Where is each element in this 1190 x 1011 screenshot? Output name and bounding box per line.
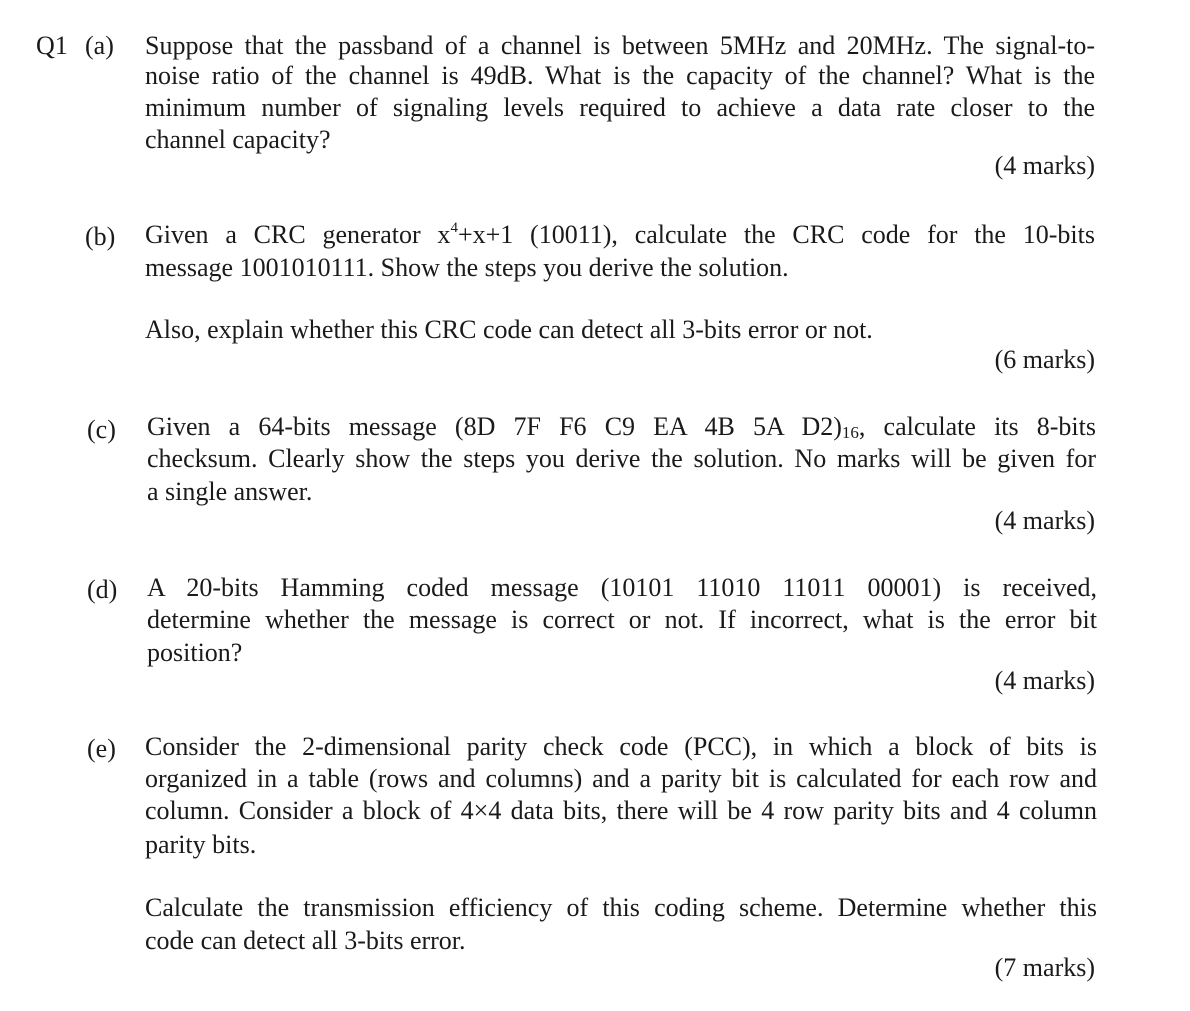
- subscript-base: 16: [841, 423, 859, 442]
- part-c-line-3: a single answer.: [147, 477, 313, 506]
- part-b-line-2: message 1001010111. Show the steps you derive the solution.: [145, 253, 789, 282]
- part-d-line-2: determine whether the message is correct or not. If incorrect, what is the error bit: [147, 605, 1097, 634]
- part-d-line-1: A 20-bits Hamming coded message (10101 11010 11011 00001) is received,: [147, 573, 1097, 602]
- part-e-line-1: Consider the 2-dimensional parity check code (PCC), in which a block of bits is: [145, 732, 1097, 761]
- superscript-exponent: 4: [450, 220, 458, 236]
- part-e-line-5: Calculate the transmission efficiency of this coding scheme. Determine whether this: [145, 893, 1097, 922]
- part-e-line-3: column. Consider a block of 4×4 data bits, there will be 4 row parity bits and 4 column: [145, 796, 1097, 825]
- part-d-line-3: position?: [147, 638, 243, 667]
- part-b-line-3: Also, explain whether this CRC code can detect all 3-bits error or not.: [145, 315, 873, 344]
- part-c-line-1-text-a: Given a 64-bits message (8D 7F F6 C9 EA 4B 5A D2): [147, 412, 842, 441]
- part-e-line-4: parity bits.: [145, 830, 257, 859]
- part-label-c: (c): [87, 415, 116, 444]
- part-b-marks: (6 marks): [994, 345, 1095, 374]
- part-e-marks: (7 marks): [994, 953, 1095, 982]
- part-a-marks: (4 marks): [994, 151, 1095, 180]
- part-e-line-2: organized in a table (rows and columns) and a parity bit is calculated for each row and: [145, 764, 1097, 793]
- part-c-line-1: [147, 411, 1096, 443]
- part-b-line-1: [145, 219, 1095, 251]
- part-label-d: (d): [87, 575, 118, 604]
- question-number: Q1: [36, 31, 68, 60]
- part-c-line-2: checksum. Clearly show the steps you derive the solution. No marks will be given for: [147, 444, 1096, 473]
- part-b-line-1-text-a: Given a CRC generator x: [145, 220, 451, 249]
- part-c-marks: (4 marks): [994, 506, 1095, 535]
- part-label-e: (e): [87, 734, 116, 763]
- part-a-line-3: minimum number of signaling levels required to achieve a data rate closer to the: [145, 93, 1095, 122]
- part-a-line-2: noise ratio of the channel is 49dB. What is the capacity of the channel? What is the: [145, 61, 1095, 90]
- part-d-marks: (4 marks): [994, 666, 1095, 695]
- part-c-line-1-text-b: , calculate its 8-bits: [858, 412, 1096, 441]
- part-label-b: (b): [85, 222, 116, 251]
- part-a-line-4: channel capacity?: [145, 125, 331, 154]
- part-b-line-1-text-b: +x+1 (10011), calculate the CRC code for the 10-bits: [457, 220, 1095, 249]
- part-e-line-6: code can detect all 3-bits error.: [145, 926, 466, 955]
- part-label-a: (a): [85, 31, 114, 60]
- part-a-line-1: Suppose that the passband of a channel is between 5MHz and 20MHz. The signal-to-: [145, 31, 1095, 60]
